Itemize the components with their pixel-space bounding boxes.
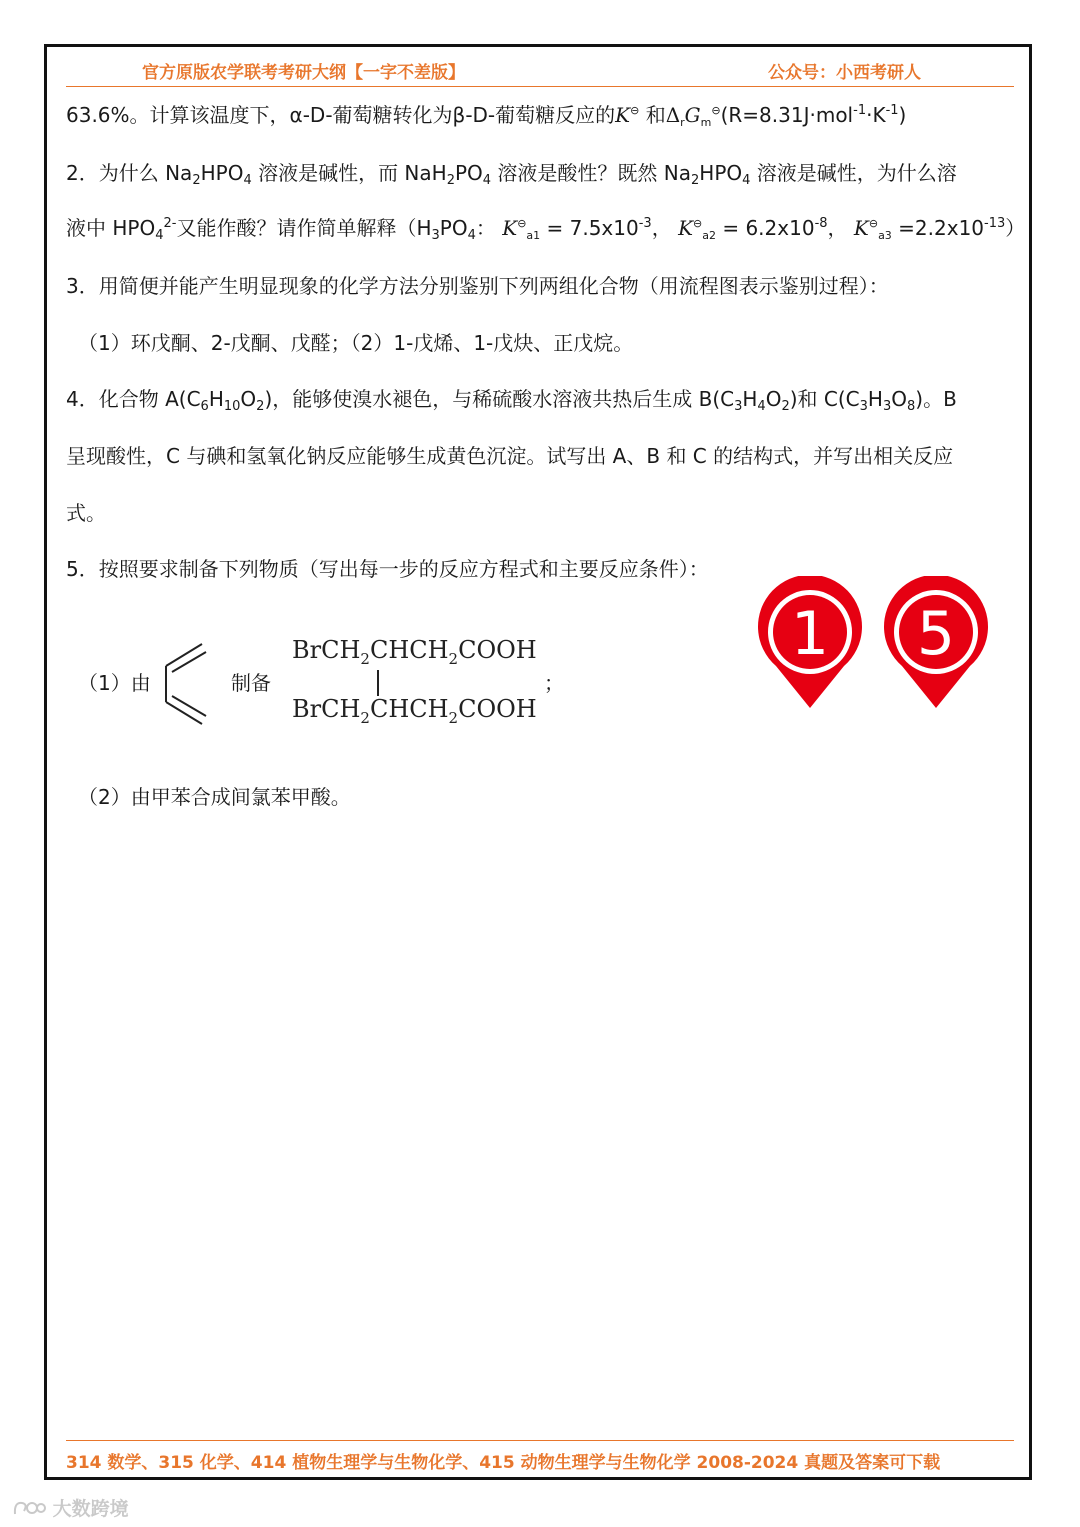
product-formula-line-1: $BrCH_2CHCH_2COOH$: [292, 636, 537, 668]
product-bond: [377, 670, 379, 696]
product-formula-line-2: $BrCH_2CHCH_2COOH$: [292, 695, 537, 727]
watermark: 大数跨境: [12, 1494, 129, 1521]
question-4-line-1: 4．化合物 $A(C_6H_{10}O_2)$，能够使溴水褪色，与稀硫酸水溶液共热后生成 $B(C_3H_4O_2)$和 $C(C_3H_3O_8)$。B: [66, 387, 957, 414]
question-2-line-2: 液中 $HPO_4^{2-}$又能作酸？请作简单解释（$H_3PO_4$： $K^⊖_{a1} = 7.5x10^{-3}$， $K^⊖_{a2} = 6.2x10^{-8}$， $K^⊖_{a3} =2.2x10^{-13}$）: [66, 216, 1026, 243]
badge-1-number: 1: [790, 599, 830, 669]
footer-rule: [66, 1440, 1014, 1441]
question-5-semicolon: ；: [544, 671, 564, 695]
badge-5-number: 5: [916, 599, 956, 669]
watermark-logo-icon: [12, 1499, 46, 1517]
butadiene-structure: [158, 638, 212, 730]
question-5: 5．按照要求制备下列物质（写出每一步的反应方程式和主要反应条件）：: [66, 557, 709, 581]
badge-1-pin-icon: [754, 576, 866, 712]
header-title: 官方原版农学联考考研大纲【一字不差版】: [142, 63, 465, 83]
question-3-items: （1）环戊酮、2-戊酮、戊醛；（2）1-戊烯、1-戊炔、正戊烷。: [78, 331, 634, 355]
question-4-line-2: 呈现酸性，C 与碘和氢氧化钠反应能够生成黄色沉淀。试写出 A、B 和 C 的结构式，并写出相关反应: [66, 444, 954, 468]
question-1-tail: 63.6%。计算该温度下，α-D-葡萄糖转化为β-D-葡萄糖反应的K⊖ 和$\Delta_rG_m^⊖(R=8.31J\cdot mol^{-1}\cdot K^{-1})$: [66, 103, 907, 129]
header-account: 公众号：小西考研人: [768, 63, 921, 83]
header-rule: [66, 86, 1014, 87]
question-4-line-3: 式。: [66, 501, 106, 525]
page-border: [44, 44, 1032, 1480]
question-5-part-1-label: （1）由: [78, 671, 151, 695]
badge-5-pin-icon: [880, 576, 992, 712]
question-2-line-1: 2．为什么 $Na_2HPO_4$ 溶液是碱性，而 $NaH_2PO_4$ 溶液是酸性？既然 $Na_2HPO_4$ 溶液是碱性，为什么溶: [66, 161, 957, 188]
question-5-part-2: （2）由甲苯合成间氯苯甲酸。: [78, 785, 351, 809]
footer-note: 314 数学、315 化学、414 植物生理学与生物化学、415 动物生理学与生物化学 2008-2024 真题及答案可下载: [66, 1453, 941, 1473]
question-5-prepare-label: 制备: [231, 671, 271, 695]
question-3: 3．用简便并能产生明显现象的化学方法分别鉴别下列两组化合物（用流程图表示鉴别过程）：: [66, 274, 889, 298]
